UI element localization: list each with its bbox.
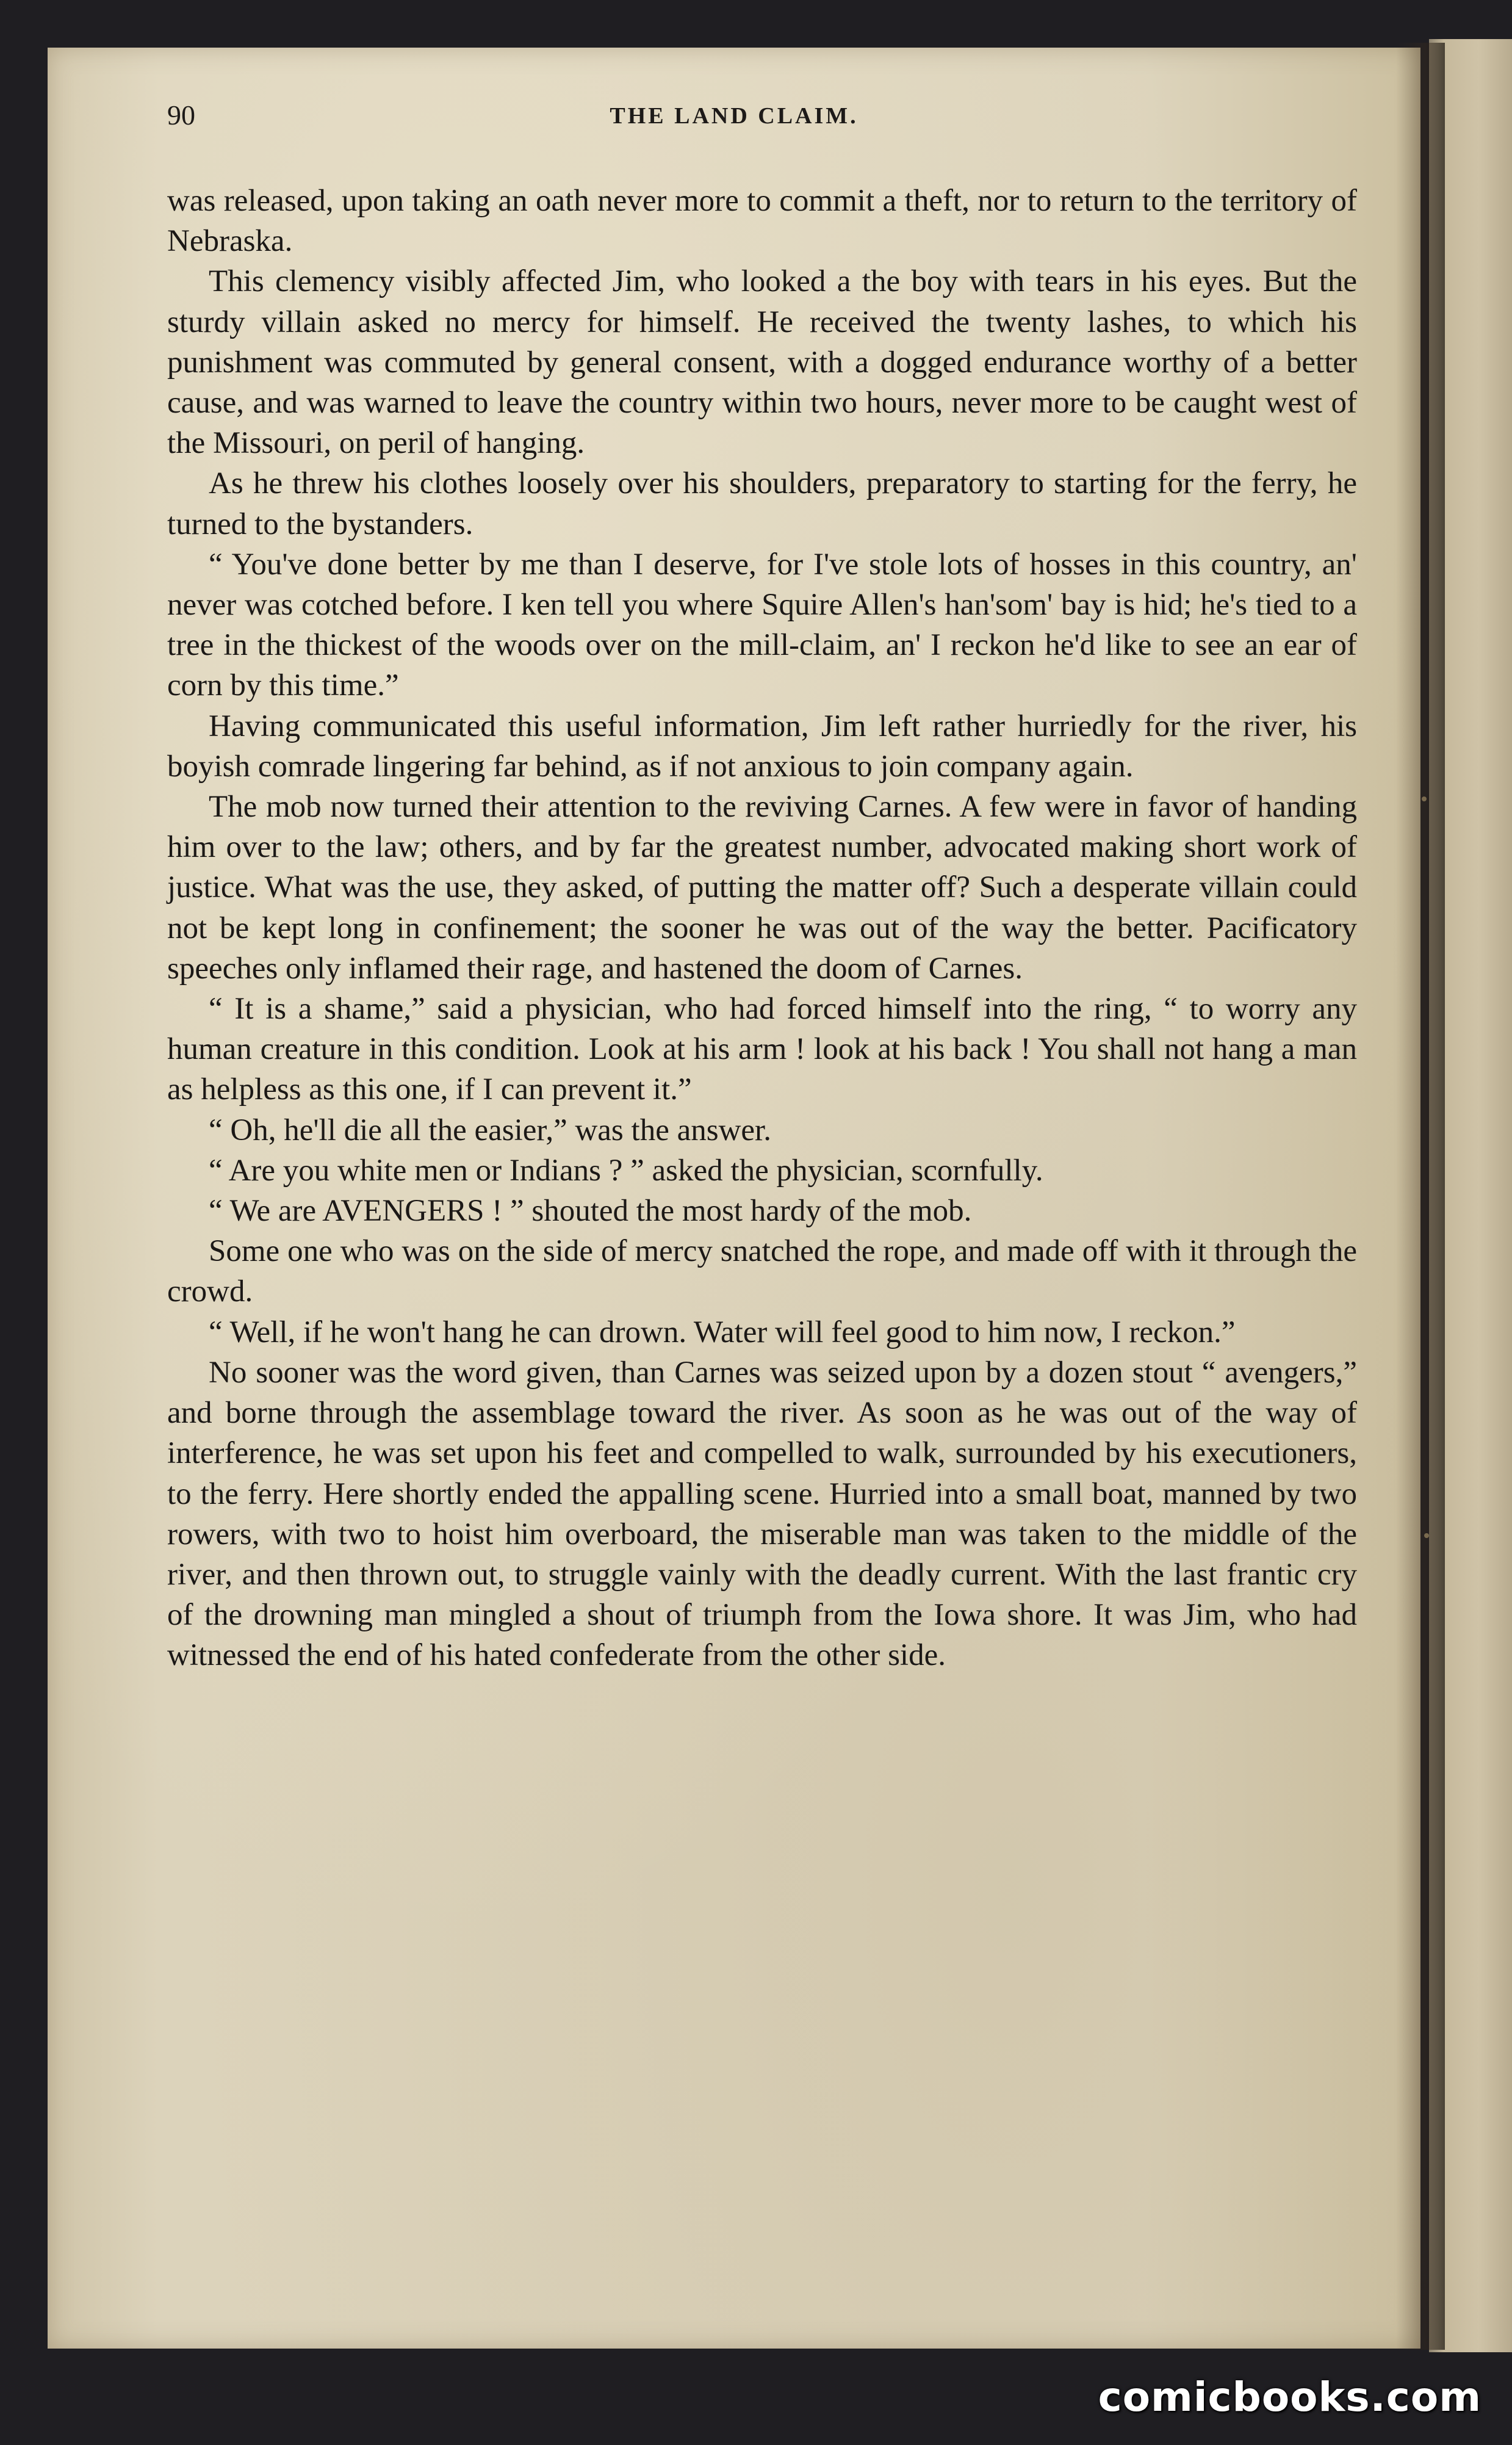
paragraph: “ We are AVENGERS ! ” shouted the most hardy of the mob.: [209, 1194, 972, 1229]
binding-thread-mark: [1424, 1533, 1429, 1538]
page-number: 90: [167, 99, 195, 131]
watermark: comicbooks.com: [1098, 2374, 1481, 2421]
paragraph: As he threw his clothes loosely over his shoulders, preparatory to starting for the ferry, he turned to the bystanders.: [167, 466, 1357, 541]
body-text: [167, 181, 1357, 1676]
paragraph: was released, upon taking an oath never more to commit a theft, nor to return to the territory of Nebraska.: [167, 184, 1357, 259]
paragraph: “ You've done better by me than I deserve, for I've stole lots of hosses in this country, an' never was cotched before. I ken tell you where Squire Allen's han'som' bay is hid; he's tied to a tree in the thickest of the woods over on the mill-claim, an' I reckon he'd like to see an ear of corn by this time.”: [167, 547, 1357, 703]
running-title: THE LAND CLAIM.: [610, 103, 859, 129]
paragraph: This clemency visibly affected Jim, who looked a the boy with tears in his eyes. But the sturdy villain asked no mercy for himself. He received the twenty lashes, to which his punishment was commuted by general consent, with a dogged endurance worthy of a better cause, and was warned to leave the country within two hours, never more to be caught west of the Missouri, on peril of hanging.: [167, 264, 1357, 461]
book-page: [48, 48, 1420, 2349]
paragraph: “ Oh, he'll die all the easier,” was the answer.: [209, 1113, 771, 1147]
paragraph: “ Well, if he won't hang he can drown. Water will feel good to him now, I reckon.”: [209, 1315, 1236, 1349]
binding-thread-mark: [1422, 796, 1427, 801]
paragraph: Some one who was on the side of mercy snatched the rope, and made off with it through the crowd.: [167, 1234, 1357, 1309]
spine-shadow: [1396, 43, 1445, 2350]
paragraph: “ It is a shame,” said a physician, who had forced himself into the ring, “ to worry any human creature in this condition. Look at his arm ! look at his back ! You shall not hang a man as helpless as this one, if I can prevent it.”: [167, 992, 1357, 1107]
paragraph: Having communicated this useful information, Jim left rather hurriedly for the river, his boyish comrade lingering far behind, as if not anxious to join company again.: [167, 709, 1357, 784]
paragraph: No sooner was the word given, than Carnes was seized upon by a dozen stout “ avengers,” and borne through the assemblage toward the river. As soon as he was out of the way of interference, he was set upon his feet and compelled to walk, surrounded by his executioners, to the ferry. Here shortly ended the appalling scene. Hurried into a small boat, manned by two rowers, with two to hoist him overboard, the miserable man was taken to the middle of the river, and then thrown out, to struggle vainly with the deadly current. With the last frantic cry of the drowning man mingled a shout of triumph from the Iowa shore. It was Jim, who had witnessed the end of his hated confederate from the other side.: [167, 1355, 1357, 1673]
paragraph: The mob now turned their attention to the reviving Carnes. A few were in favor of handing him over to the law; others, and by far the greatest number, advocated making short work of justice. What was the use, they asked, of putting the matter off? Such a desperate villain could not be kept long in confinement; the sooner he was out of the way the better. Pacificatory speeches only inflamed their rage, and hastened the doom of Carnes.: [167, 790, 1357, 986]
paragraph: “ Are you white men or Indians ? ” asked the physician, scornfully.: [209, 1153, 1043, 1188]
page-header: [48, 99, 1420, 135]
